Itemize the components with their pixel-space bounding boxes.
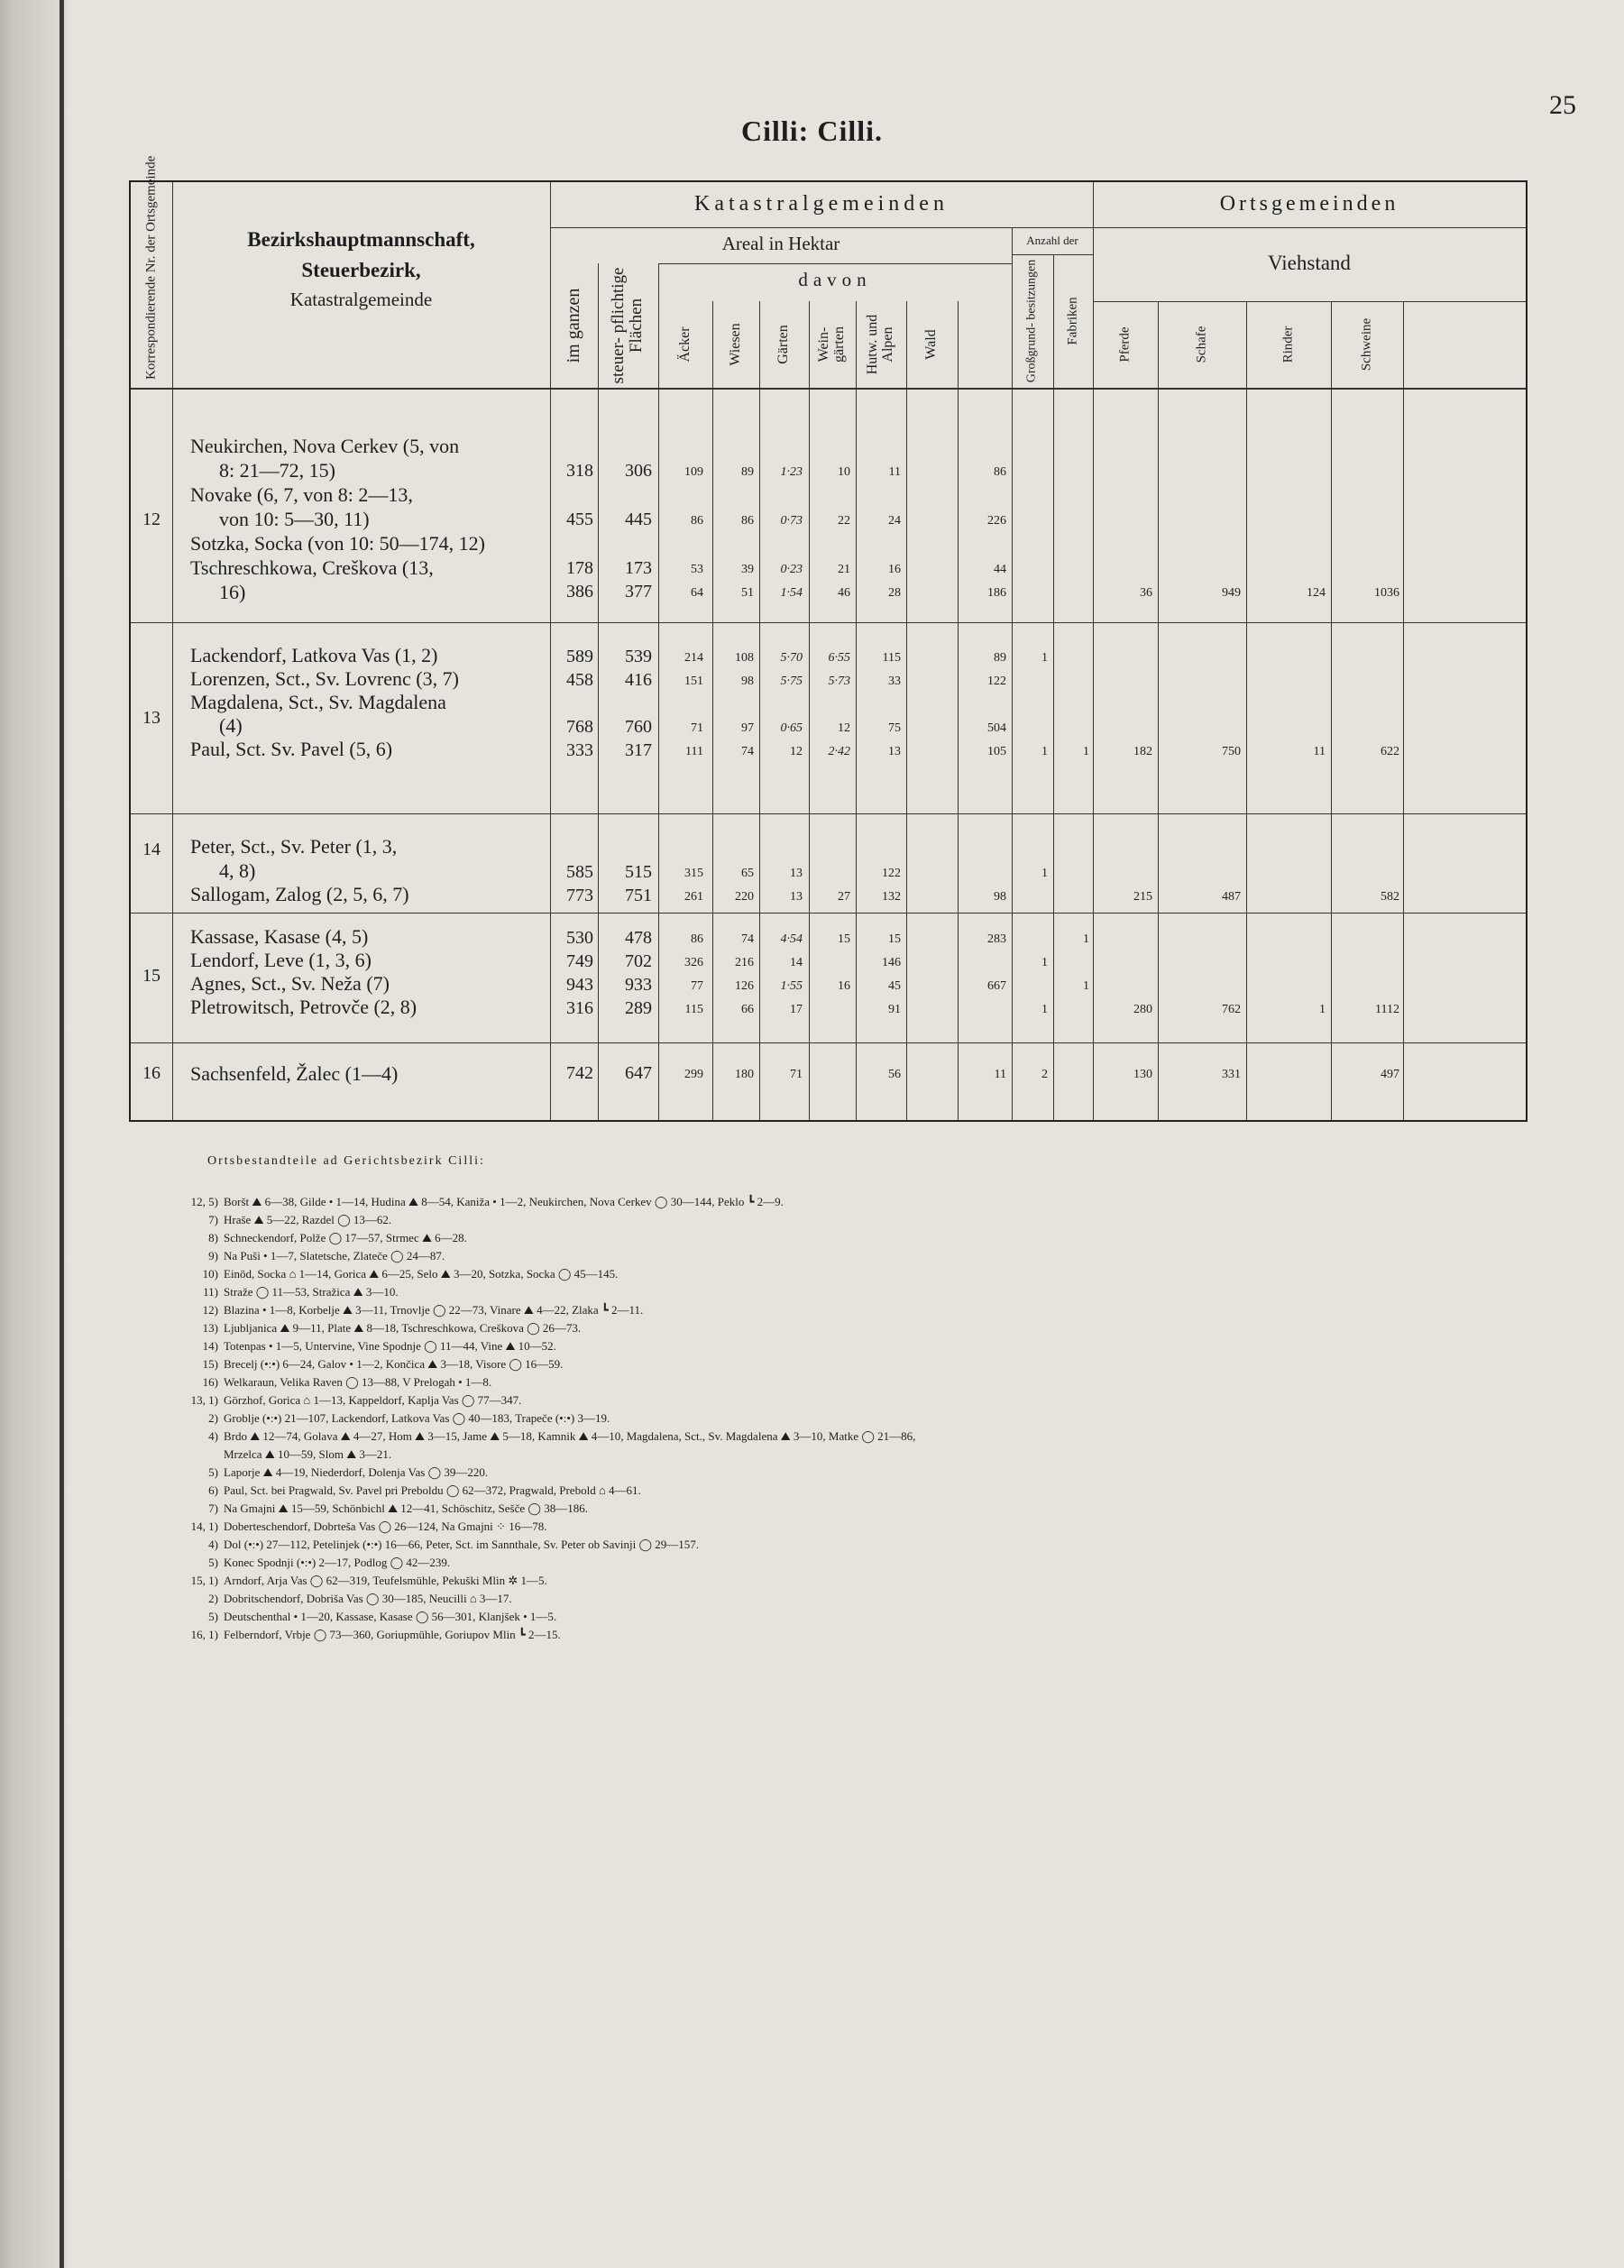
cell-steuer: 933 (625, 975, 652, 995)
cell-gaerten: 0·23 (780, 563, 803, 576)
footnote-line (171, 1538, 699, 1550)
cell-grossgrund: 1 (1041, 956, 1048, 969)
footnote-key: 13, 1) (190, 1393, 218, 1407)
cell-hutweiden: 16 (888, 563, 901, 576)
block-15-name: Kassase, Kasase (4, 5) (190, 925, 369, 948)
header-korrespondierende: Korrespondierende Nr. der Ortsgemeinde (143, 155, 159, 380)
block-15-name: Agnes, Sct., Sv. Neža (7) (190, 972, 390, 995)
cell-wiesen: 98 (741, 675, 754, 688)
cell-wald: 86 (994, 465, 1006, 479)
block-13-name: Paul, Sct. Sv. Pavel (5, 6) (190, 738, 393, 760)
cell-hutweiden: 122 (882, 867, 901, 880)
block-16-name: Sachsenfeld, Žalec (1—4) (190, 1062, 399, 1085)
cell-fabriken: 1 (1083, 979, 1089, 993)
footnote-text: Brecelj (•:•) 6—24, Galov • 1—2, Končica ⛰ 3—18, Visore ◯ 16—59. (224, 1357, 564, 1371)
block-14-number: 14 (142, 840, 161, 859)
cell-ganzen: 742 (566, 1063, 593, 1083)
footnote-line (171, 1412, 610, 1424)
cell-fabriken: 1 (1083, 932, 1089, 946)
cell-wald: 186 (987, 586, 1006, 600)
footnote-line (171, 1466, 488, 1478)
footnote-key: 15) (202, 1357, 218, 1371)
header-katastralgemeinden: Katastralgemeinden (694, 192, 949, 216)
header-im-ganzen: im ganzen (564, 288, 583, 363)
cell-wald: 122 (987, 675, 1006, 688)
cell-weingaerten: 22 (838, 514, 850, 528)
footnote-line (171, 1376, 491, 1388)
footnote-key: 13) (202, 1321, 218, 1335)
footnote-key: 5) (208, 1465, 218, 1479)
block-12-name: Novake (6, 7, von 8: 2—13, (190, 483, 413, 506)
cell-ganzen: 768 (566, 717, 593, 737)
cell-wiesen: 126 (735, 979, 754, 993)
cell-schafe: 949 (1222, 586, 1241, 600)
cell-wiesen: 39 (741, 563, 754, 576)
cell-wald: 11 (994, 1068, 1006, 1081)
footnote-key: 15, 1) (190, 1574, 218, 1587)
cell-grossgrund: 1 (1041, 1003, 1048, 1016)
block-15-name: Pletrowitsch, Petrovče (2, 8) (190, 996, 417, 1018)
footnote-key: 16) (202, 1375, 218, 1389)
cell-grossgrund: 1 (1041, 745, 1048, 758)
cell-rinder: 1 (1319, 1003, 1326, 1016)
footnote-text: Na Gmajni ⛰ 15—59, Schönbichl ⛰ 12—41, Schöschitz, Sešče ◯ 38—186. (224, 1501, 588, 1515)
cell-schweine: 1112 (1375, 1003, 1399, 1016)
header-bezirk-line2: Steuerbezirk, (301, 259, 421, 281)
cell-aecker: 111 (685, 745, 703, 758)
cell-gaerten: 14 (790, 956, 803, 969)
cell-hutweiden: 91 (888, 1003, 901, 1016)
cell-aecker: 261 (684, 890, 703, 904)
cell-weingaerten: 2·42 (828, 745, 850, 758)
footnote-text: Boršt ⛰ 6—38, Gilde • 1—14, Hudina ⛰ 8—54, Kaniža • 1—2, Neukirchen, Nova Cerkev ◯ 30—144, Peklo ┗ 2—9. (224, 1195, 784, 1208)
footnote-text: Groblje (•:•) 21—107, Lackendorf, Latkova Vas ◯ 40—183, Trapeče (•:•) 3—19. (224, 1411, 610, 1425)
cell-wiesen: 220 (735, 890, 754, 904)
cell-ganzen: 943 (566, 975, 593, 995)
cell-wiesen: 66 (741, 1003, 754, 1016)
block-13-number: 13 (142, 708, 161, 728)
cell-steuer: 478 (625, 928, 652, 948)
cell-aecker: 86 (691, 932, 703, 946)
block-14-name: Sallogam, Zalog (2, 5, 6, 7) (190, 883, 409, 905)
footnote-text: Blazina • 1—8, Korbelje ⛰ 3—11, Trnovlje ◯ 22—73, Vinare ⛰ 4—22, Zlaka ┗ 2—11. (224, 1303, 644, 1317)
footnote-text: Schneckendorf, Polže ◯ 17—57, Strmec ⛰ 6—28. (224, 1231, 467, 1244)
header-pferde: Pferde (1117, 326, 1133, 363)
footnote-line (171, 1214, 391, 1226)
cell-wald: 504 (987, 721, 1006, 735)
cell-weingaerten: 5·73 (828, 675, 850, 688)
cell-wald: 226 (987, 514, 1006, 528)
cell-steuer: 760 (625, 717, 652, 737)
cell-aecker: 151 (684, 675, 703, 688)
cell-weingaerten: 27 (838, 890, 850, 904)
cell-wiesen: 89 (741, 465, 754, 479)
cell-steuer: 539 (625, 647, 652, 666)
footnote-line (171, 1448, 391, 1460)
cell-pferde: 130 (1133, 1068, 1152, 1081)
block-12-name: Neukirchen, Nova Cerkev (5, von (190, 435, 460, 457)
footnote-text: Mrzelca ⛰ 10—59, Slom ⛰ 3—21. (224, 1447, 392, 1461)
header-rinder: Rinder (1280, 326, 1296, 363)
cell-steuer: 317 (625, 740, 652, 760)
page-number: 25 (1549, 90, 1576, 120)
cell-wald: 44 (994, 563, 1006, 576)
cell-hutweiden: 56 (888, 1068, 901, 1081)
footnote-line (171, 1575, 547, 1586)
block-14-name: 4, 8) (219, 859, 256, 882)
footnote-text: Na Puši • 1—7, Slatetsche, Zlateče ◯ 24—87. (224, 1249, 445, 1263)
cell-ganzen: 316 (566, 998, 593, 1018)
footnote-line (171, 1629, 561, 1640)
cell-hutweiden: 132 (882, 890, 901, 904)
cell-ganzen: 178 (566, 558, 593, 578)
cell-wiesen: 97 (741, 721, 754, 735)
header-anzahl: Anzahl der (1026, 234, 1078, 247)
footnote-text: Arndorf, Arja Vas ◯ 62—319, Teufelsmühle, Pekuški Mlin ✲ 1—5. (224, 1574, 547, 1587)
cell-ganzen: 773 (566, 886, 593, 905)
cell-hutweiden: 11 (888, 465, 901, 479)
cell-rinder: 124 (1307, 586, 1326, 600)
block-12-number: 12 (142, 510, 161, 529)
header-gaerten: Gärten (775, 325, 791, 364)
header-steuerpflichtige: steuer- pflichtige Flächen (609, 267, 646, 384)
cell-schweine: 497 (1381, 1068, 1399, 1081)
cell-aecker: 86 (691, 514, 703, 528)
footnote-key: 14) (202, 1339, 218, 1353)
footnote-line (171, 1250, 445, 1262)
cell-schafe: 762 (1222, 1003, 1241, 1016)
footnote-line (171, 1556, 450, 1568)
block-16-number: 16 (142, 1063, 161, 1083)
cell-gaerten: 1·23 (780, 465, 803, 479)
block-13-name: Lackendorf, Latkova Vas (1, 2) (190, 644, 438, 666)
header-ortsgemeinden: Ortsgemeinden (1219, 192, 1399, 216)
footnote-text: Brdo ⛰ 12—74, Golava ⛰ 4—27, Hom ⛰ 3—15, Jame ⛰ 5—18, Kamnik ⛰ 4—10, Magdalena, Sct., Sv. Magdalena ⛰ 3—10, Matke ◯ 21—86, (224, 1429, 916, 1443)
cell-schafe: 331 (1222, 1068, 1241, 1081)
cell-hutweiden: 15 (888, 932, 901, 946)
page-title: Cilli: Cilli. (741, 115, 883, 147)
cell-steuer: 702 (625, 951, 652, 971)
footnote-line (171, 1196, 784, 1207)
block-15-number: 15 (142, 966, 161, 986)
cell-ganzen: 530 (566, 928, 593, 948)
header-schafe: Schafe (1194, 326, 1209, 363)
cell-wiesen: 65 (741, 867, 754, 880)
cell-gaerten: 71 (790, 1068, 803, 1081)
footnote-key: 2) (208, 1592, 218, 1605)
footnote-key: 5) (208, 1556, 218, 1569)
cell-aecker: 299 (684, 1068, 703, 1081)
cell-aecker: 71 (691, 721, 703, 735)
cell-pferde: 280 (1133, 1003, 1152, 1016)
cell-wiesen: 51 (741, 586, 754, 600)
footnote-text: Dol (•:•) 27—112, Petelinjek (•:•) 16—66, Peter, Sct. im Sannthale, Sv. Peter ob Savinji ◯ 29—157. (224, 1538, 700, 1551)
footnote-text: Ljubljanica ⛰ 9—11, Plate ⛰ 8—18, Tschreschkowa, Creškova ◯ 26—73. (224, 1321, 582, 1335)
cell-gaerten: 17 (790, 1003, 803, 1016)
footnote-text: Totenpas • 1—5, Untervine, Vine Spodnje ◯ 11—44, Vine ⛰ 10—52. (224, 1339, 556, 1353)
footnote-key: 8) (208, 1231, 218, 1244)
footnote-text: Görzhof, Gorica ⌂ 1—13, Kappeldorf, Kaplja Vas ◯ 77—347. (224, 1393, 522, 1407)
cell-ganzen: 585 (566, 862, 593, 882)
cell-hutweiden: 75 (888, 721, 901, 735)
block-14-name: Peter, Sct., Sv. Peter (1, 3, (190, 835, 398, 858)
header-bezirk-line3: Katastralgemeinde (289, 289, 433, 310)
cell-steuer: 751 (625, 886, 652, 905)
header-grossgrund: Großgrund- besitzungen (1024, 259, 1039, 383)
cell-grossgrund: 2 (1041, 1068, 1048, 1081)
cell-wiesen: 180 (735, 1068, 754, 1081)
cell-hutweiden: 28 (888, 586, 901, 600)
cell-gaerten: 13 (790, 867, 803, 880)
cell-steuer: 289 (625, 998, 652, 1018)
cell-aecker: 315 (684, 867, 703, 880)
footnote-key: 7) (208, 1213, 218, 1226)
cell-weingaerten: 15 (838, 932, 850, 946)
cell-aecker: 53 (691, 563, 703, 576)
footnote-line (171, 1358, 563, 1370)
cell-gaerten: 1·54 (780, 586, 803, 600)
footnote-text: Konec Spodnji (•:•) 2—17, Podlog ◯ 42—239. (224, 1556, 451, 1569)
footnote-line (171, 1520, 546, 1532)
header-hutweiden: Hutw. und Alpen (865, 314, 895, 375)
block-12-name: 8: 21—72, 15) (219, 459, 335, 482)
footnote-key: 2) (208, 1411, 218, 1425)
cell-wiesen: 74 (741, 745, 754, 758)
footnote-line (171, 1286, 399, 1298)
footnote-key: 12, 5) (190, 1195, 218, 1208)
block-12-name: Sotzka, Socka (von 10: 50—174, 12) (190, 532, 485, 555)
header-wiesen: Wiesen (728, 323, 743, 366)
cell-wald: 98 (994, 890, 1006, 904)
cell-wiesen: 216 (735, 956, 754, 969)
cell-fabriken: 1 (1083, 745, 1089, 758)
cell-wald: 89 (994, 651, 1006, 665)
cell-hutweiden: 33 (888, 675, 901, 688)
footnote-key: 6) (208, 1483, 218, 1497)
header-aecker: Äcker (677, 326, 693, 363)
footnote-text: Doberteschendorf, Dobrteša Vas ◯ 26—124, Na Gmajni ⁘ 16—78. (224, 1520, 547, 1533)
cell-weingaerten: 6·55 (828, 651, 850, 665)
footnote-text: Felberndorf, Vrbje ◯ 73—360, Goriupmühle, Goriupov Mlin ┗ 2—15. (224, 1628, 561, 1641)
footnote-line (171, 1268, 618, 1280)
cell-schweine: 622 (1381, 745, 1399, 758)
footnote-key: 7) (208, 1501, 218, 1515)
block-12-name: Tschreschkowa, Creškova (13, (190, 556, 434, 579)
footnote-line (171, 1340, 556, 1352)
header-areal: Areal in Hektar (721, 233, 840, 254)
footnote-line (171, 1322, 581, 1334)
cell-aecker: 64 (691, 586, 703, 600)
footnote-key: 9) (208, 1249, 218, 1263)
cell-steuer: 173 (625, 558, 652, 578)
cell-gaerten: 12 (790, 745, 803, 758)
cell-steuer: 647 (625, 1063, 652, 1083)
footnote-key: 12) (202, 1303, 218, 1317)
block-13-name: Magdalena, Sct., Sv. Magdalena (190, 691, 446, 713)
footnote-text: Deutschenthal • 1—20, Kassase, Kasase ◯ 56—301, Klanjšek • 1—5. (224, 1610, 557, 1623)
footnote-line (171, 1232, 467, 1244)
cell-gaerten: 13 (790, 890, 803, 904)
footnote-text: Straže ◯ 11—53, Stražica ⛰ 3—10. (224, 1285, 399, 1299)
header-davon: davon (798, 269, 872, 290)
cell-pferde: 182 (1133, 745, 1152, 758)
footnote-line (171, 1611, 556, 1622)
footnote-line (171, 1304, 643, 1316)
cell-grossgrund: 1 (1041, 651, 1048, 665)
cell-steuer: 306 (625, 461, 652, 481)
footnotes-title: Ortsbestandteile ad Gerichtsbezirk Cilli: (207, 1154, 485, 1168)
cell-rinder: 11 (1313, 745, 1326, 758)
cell-grossgrund: 1 (1041, 867, 1048, 880)
footnote-key: 10) (202, 1267, 218, 1281)
cell-aecker: 115 (684, 1003, 703, 1016)
footnote-line (171, 1593, 512, 1604)
cell-ganzen: 455 (566, 510, 593, 529)
cell-gaerten: 5·75 (780, 675, 803, 688)
cell-gaerten: 1·55 (780, 979, 803, 993)
cell-schweine: 1036 (1374, 586, 1399, 600)
cell-steuer: 515 (625, 862, 652, 882)
cell-ganzen: 318 (566, 461, 593, 481)
header-bezirk-line1: Bezirkshauptmannschaft, (247, 228, 475, 251)
block-12-name: von 10: 5—30, 11) (219, 508, 370, 530)
cell-gaerten: 0·65 (780, 721, 803, 735)
footnote-line (171, 1430, 915, 1442)
cell-hutweiden: 24 (888, 514, 901, 528)
footnote-line (171, 1484, 641, 1496)
footnote-text: Welkaraun, Velika Raven ◯ 13—88, V Prelogah • 1—8. (224, 1375, 492, 1389)
footnote-text: Dobritschendorf, Dobriša Vas ◯ 30—185, Neucilli ⌂ 3—17. (224, 1592, 512, 1605)
cell-wiesen: 86 (741, 514, 754, 528)
cell-wald: 667 (987, 979, 1006, 993)
header-viehstand: Viehstand (1268, 252, 1351, 274)
cell-aecker: 326 (684, 956, 703, 969)
cell-aecker: 77 (691, 979, 703, 993)
cell-gaerten: 4·54 (780, 932, 803, 946)
cell-aecker: 214 (684, 651, 703, 665)
cell-wiesen: 74 (741, 932, 754, 946)
cell-ganzen: 458 (566, 670, 593, 690)
cell-steuer: 445 (625, 510, 652, 529)
footnote-key: 14, 1) (190, 1520, 218, 1533)
cell-hutweiden: 45 (888, 979, 901, 993)
block-13-name: Lorenzen, Sct., Sv. Lovrenc (3, 7) (190, 667, 459, 690)
cell-wald: 283 (987, 932, 1006, 946)
footnote-key: 5) (208, 1610, 218, 1623)
footnote-text: Paul, Sct. bei Pragwald, Sv. Pavel pri Preboldu ◯ 62—372, Pragwald, Prebold ⌂ 4—61. (224, 1483, 641, 1497)
footnote-key: 4) (208, 1429, 218, 1443)
cell-schweine: 582 (1381, 890, 1399, 904)
cell-ganzen: 749 (566, 951, 593, 971)
cell-wald: 105 (987, 745, 1006, 758)
footnote-key: 11) (203, 1285, 218, 1299)
cell-steuer: 416 (625, 670, 652, 690)
cell-aecker: 109 (684, 465, 703, 479)
cell-weingaerten: 21 (838, 563, 850, 576)
footnote-line (171, 1502, 588, 1514)
cell-gaerten: 5·70 (780, 651, 803, 665)
block-12-name: 16) (219, 581, 246, 603)
footnote-key: 4) (208, 1538, 218, 1551)
cell-ganzen: 589 (566, 647, 593, 666)
cell-schafe: 750 (1222, 745, 1241, 758)
cell-weingaerten: 12 (838, 721, 850, 735)
header-schweine: Schweine (1359, 317, 1374, 372)
cell-weingaerten: 10 (838, 465, 850, 479)
cell-pferde: 36 (1140, 586, 1152, 600)
block-13-name: (4) (219, 714, 243, 737)
cell-hutweiden: 115 (882, 651, 901, 665)
cell-hutweiden: 13 (888, 745, 901, 758)
header-wald: Wald (923, 329, 939, 360)
cell-weingaerten: 16 (838, 979, 850, 993)
header-fabriken: Fabriken (1065, 297, 1080, 345)
cell-hutweiden: 146 (882, 956, 901, 969)
cell-weingaerten: 46 (838, 586, 850, 600)
scan-edge-strip (60, 0, 64, 2268)
cell-pferde: 215 (1133, 890, 1152, 904)
cell-steuer: 377 (625, 582, 652, 601)
statistics-table (129, 155, 1528, 1122)
cell-schafe: 487 (1222, 890, 1241, 904)
footnote-key: 16, 1) (190, 1628, 218, 1641)
footnote-line (171, 1394, 521, 1406)
cell-ganzen: 333 (566, 740, 593, 760)
header-weingaerten: Wein- gärten (816, 326, 847, 363)
footnote-text: Einöd, Socka ⌂ 1—14, Gorica ⛰ 6—25, Selo ⛰ 3—20, Sotzka, Socka ◯ 45—145. (224, 1267, 619, 1281)
cell-ganzen: 386 (566, 582, 593, 601)
cell-wiesen: 108 (735, 651, 754, 665)
block-15-name: Lendorf, Leve (1, 3, 6) (190, 949, 372, 971)
scan-edge (0, 0, 68, 2268)
footnote-text: Laporje ⛰ 4—19, Niederdorf, Dolenja Vas ◯ 39—220. (224, 1465, 489, 1479)
cell-gaerten: 0·73 (780, 514, 803, 528)
footnote-text: Hraše ⛰ 5—22, Razdel ◯ 13—62. (224, 1213, 392, 1226)
